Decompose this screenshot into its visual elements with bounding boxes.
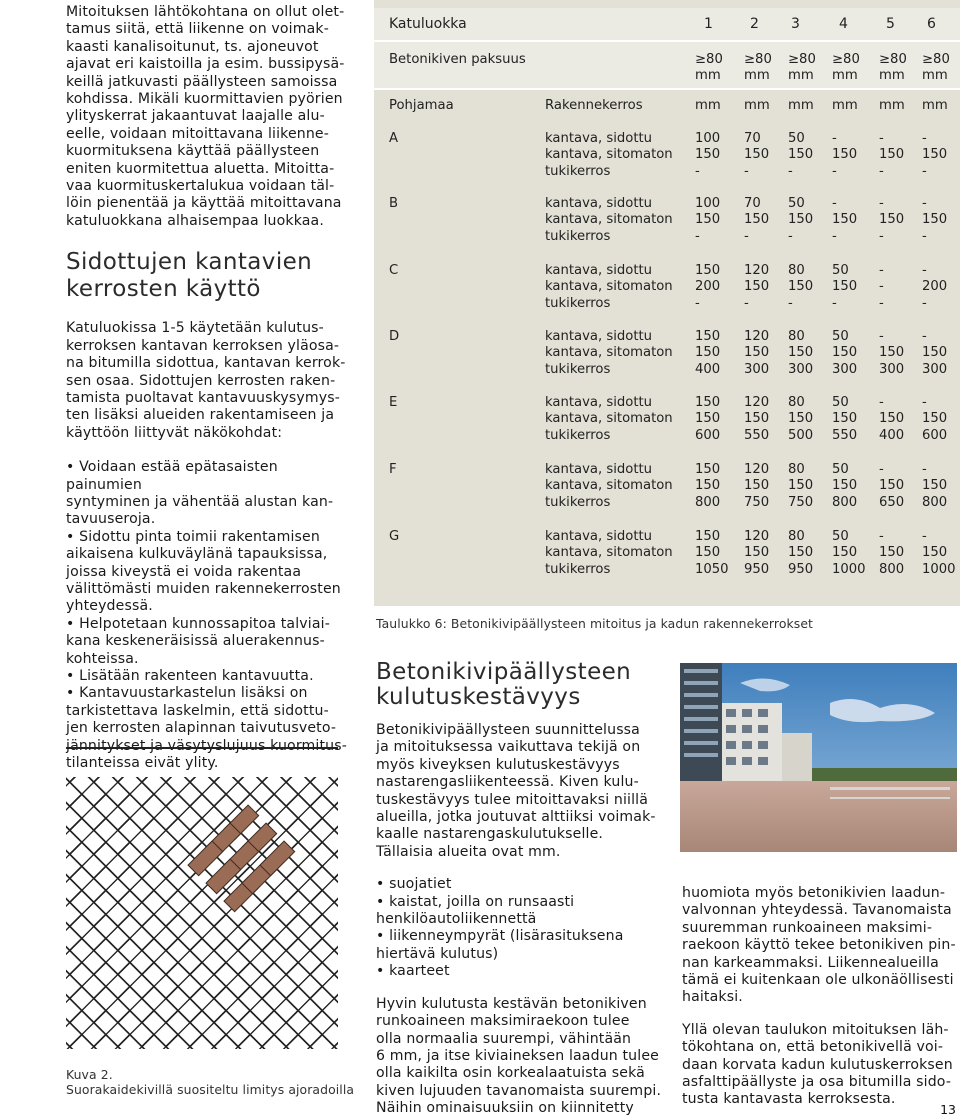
list-item: • kaistat, joilla on runsaasti henkilöautoliikennettä: [376, 894, 676, 929]
table-cell: - 150 650: [879, 462, 905, 510]
table-cell: 50 150 800: [832, 462, 858, 510]
third-text-column: [682, 885, 957, 1109]
layer-names: kantava, sidottu kantava, sitomaton tukikerros: [545, 263, 673, 311]
table-caption: Taulukko 6: Betonikivipäällysteen mitoitus ja kadun rakennekerrokset: [376, 616, 814, 631]
class-header: 1: [704, 16, 713, 32]
unit-cell: mm: [879, 98, 905, 113]
class-header: 6: [927, 16, 936, 32]
list-item: • Helpotetaan kunnossapitoa talviai- kana keskeneräisissä aluerakennus- kohteissa.: [66, 616, 358, 668]
conclusion-paragraph: Yllä olevan taulukon mitoituksen läh- tökohtana on, että betonikivellä voi- daan korvata kadun kulutuskerroksen asfalttipäällyste ja osa bitumilla sido- tusta kantavasta kerroksesta.: [682, 1021, 953, 1108]
page-number: 13: [940, 1102, 956, 1117]
table-cell: - 150 -: [832, 131, 858, 179]
table-cell: 50 150 1000: [832, 529, 866, 577]
thickness-cell: ≥80 mm: [832, 52, 860, 84]
table-cell: - 150 300: [879, 329, 905, 377]
thickness-cell: ≥80 mm: [922, 52, 950, 84]
table-cell: 50 150 -: [788, 196, 814, 244]
class-header: 3: [791, 16, 800, 32]
row-label: C: [389, 263, 399, 278]
table-cell: - 150 300: [922, 329, 948, 377]
table-cell: 80 150 750: [788, 462, 814, 510]
dimensioning-table: [374, 0, 960, 606]
table-cell: - 150 -: [832, 196, 858, 244]
column-header-rakennekerros: Rakennekerros: [545, 98, 643, 113]
table-cell: 80 150 300: [788, 329, 814, 377]
table-cell: 50 150 -: [788, 131, 814, 179]
thickness-cell: ≥80 mm: [744, 52, 772, 84]
list-item: • Lisätään rakenteen kantavuutta.: [66, 668, 358, 685]
intro-paragraph: Mitoituksen lähtökohtana on ollut olet- tamus siitä, että liikenne on voimak- kaasti kanalisoitunut, ts. ajoneuvot ajavat eri kaistoilla ja esim. bussipysä- keillä jatkuvasti päällysteen samoissa kohdissa. Mikäli kuormittavien pyörien ylityskerrat jakaantuvat laajalle alu- eelle, voidaan mitoittavana liikenne- kuormituksena käyttää päällysteen eniten kuormitettua aluetta. Mitoitta- vaa kuormituskertalukua voidaan täl- löin pienentää ja käyttää mitoittavana katuluokkana alhaisempaa luokkaa.: [66, 4, 345, 229]
list-item: • kaarteet: [376, 963, 676, 980]
street-photo: [680, 663, 957, 852]
table-cell: 100 150 -: [695, 196, 721, 244]
table-cell: - 150 -: [879, 196, 905, 244]
table-cell: 150 150 400: [695, 329, 721, 377]
table-cell: - 150 600: [922, 395, 948, 443]
layer-names: kantava, sidottu kantava, sitomaton tukikerros: [545, 462, 673, 510]
table-cell: 120 150 550: [744, 395, 770, 443]
layer-names: kantava, sidottu kantava, sitomaton tukikerros: [545, 196, 673, 244]
row-label: G: [389, 529, 400, 544]
section-heading-sidotut: Sidottujen kantavien kerrosten käyttö: [66, 249, 313, 303]
thickness-cell: ≥80 mm: [788, 52, 816, 84]
row-label: D: [389, 329, 400, 344]
table-cell: - 150 800: [922, 462, 948, 510]
list-item: • suojatiet: [376, 876, 676, 893]
table-cell: - 150 800: [879, 529, 905, 577]
layer-names: kantava, sidottu kantava, sitomaton tukikerros: [545, 529, 673, 577]
table-cell: 80 150 -: [788, 263, 814, 311]
table-cell: - 150 -: [879, 131, 905, 179]
row-label: E: [389, 395, 398, 410]
sidotut-bullet-list: [66, 459, 358, 772]
table-cell: 120 150 300: [744, 329, 770, 377]
table-cell: 150 150 600: [695, 395, 721, 443]
list-item: • Voidaan estää epätasaisten painumien syntyminen ja vähentää alustan kan- tavuuseroja.: [66, 459, 358, 529]
row-label: B: [389, 196, 399, 211]
table-cell: 100 150 -: [695, 131, 721, 179]
list-item: • Kantavuustarkastelun lisäksi on tarkistettava laskelmin, että sidottu- jen kerrosten alapinnan taivutusveto- jännitykset ja väsytyslujuus kuormitus- tilanteissa eivät ylity.: [66, 685, 358, 772]
table-cell: - 150 1000: [922, 529, 956, 577]
row-label: A: [389, 131, 399, 146]
unit-cell: mm: [922, 98, 948, 113]
table-cell: - 200 -: [922, 263, 948, 311]
table-cell: 70 150 -: [744, 196, 770, 244]
table-cell: 120 150 750: [744, 462, 770, 510]
unit-cell: mm: [832, 98, 858, 113]
layer-names: kantava, sidottu kantava, sitomaton tukikerros: [545, 131, 673, 179]
unit-cell: mm: [788, 98, 814, 113]
table-cell: 120 150 -: [744, 263, 770, 311]
row-label: F: [389, 462, 397, 477]
table-cell: - - -: [879, 263, 884, 311]
unit-cell: mm: [695, 98, 721, 113]
figure-top-rule: [66, 747, 338, 749]
table-cell: - 150 400: [879, 395, 905, 443]
section-heading-kulutuskestavyys: Betonikivipäällysteen kulutuskestävyys: [376, 659, 632, 710]
kulutus-text-column: [376, 722, 676, 1118]
herringbone-pattern-drawing: [66, 777, 338, 1049]
table-cell: 150 150 1050: [695, 529, 729, 577]
list-item: • Sidottu pinta toimii rakentamisen aikaisena kulkuväylänä tapauksissa, joissa kiveystä ei voida rakentaa välittömästi muiden rakennekerrosten yhteydessä.: [66, 529, 358, 616]
figure-caption: Kuva 2. Suorakaidekivillä suositeltu limitys ajoradoilla: [66, 1067, 355, 1097]
table-cell: 80 150 950: [788, 529, 814, 577]
table-cell: 150 200 -: [695, 263, 721, 311]
herringbone-pattern-figure: [66, 777, 338, 1049]
sidotut-paragraph: Katuluokissa 1-5 käytetään kulutus- kerroksen kantavan kerroksen yläosa- na bitumilla sidottua, kantavan kerrok- sen osaa. Sidottujen kerrosten raken- tamista puoltavat kantavuuskysymys- ten lisäksi alueiden rakentamiseen ja käyttöön liittyvät näkökohdat:: [66, 320, 346, 441]
thickness-cell: ≥80 mm: [879, 52, 907, 84]
street-photo-image: [680, 663, 957, 852]
layer-names: kantava, sidottu kantava, sitomaton tukikerros: [545, 395, 673, 443]
table-cell: - 150 -: [922, 131, 948, 179]
class-header: 2: [750, 16, 759, 32]
quality-paragraph: huomiota myös betonikivien laadun- valvonnan yhteydessä. Tavanomaista suuremman runkoaineen maksimi- raekoon käyttö tekee betonikiven pin- nan karkeammaksi. Liikennealueilla tämä ei kuitenkaan ole ulkonäöllisesti haitaksi.: [682, 885, 956, 1006]
class-header: 4: [839, 16, 848, 32]
class-header: 5: [886, 16, 895, 32]
table-cell: - 150 -: [922, 196, 948, 244]
thickness-cell: ≥80 mm: [695, 52, 723, 84]
kulutus-bullet-list: [376, 876, 676, 980]
table-cell: 120 150 950: [744, 529, 770, 577]
table-cell: 150 150 800: [695, 462, 721, 510]
table-cell: 80 150 500: [788, 395, 814, 443]
left-column: [66, 4, 358, 772]
kulutus-paragraph-2: Hyvin kulutusta kestävän betonikiven runkoaineen maksimiraekoon tulee olla normaalia suurempi, vähintään 6 mm, ja itse kiviaineksen laadun tulee olla kaikilta osin korkealaatuista sekä kiven lujuuden tavanomaista suurempi. Näihin ominaisuuksiin on kiinnitetty: [376, 995, 662, 1117]
layer-names: kantava, sidottu kantava, sitomaton tukikerros: [545, 329, 673, 377]
kulutus-paragraph: Betonikivipäällysteen suunnittelussa ja mitoituksessa vaikuttava tekijä on myös kiveyksen kulutuskestävyys nastarengasliikenteessä. Kiven kulu- tuskestävyys tulee mitoittavaksi niillä alueilla, jotka joutuvat alttiiksi voimak- kaalle nastarengaskulutukselle. Tällaisia alueita ovat mm.: [376, 722, 656, 860]
header-katuluokka: Katuluokka: [389, 16, 467, 32]
column-header-pohjamaa: Pohjamaa: [389, 98, 454, 113]
unit-cell: mm: [744, 98, 770, 113]
table-cell: 50 150 -: [832, 263, 858, 311]
table-cell: 50 150 300: [832, 329, 858, 377]
table-cell: 70 150 -: [744, 131, 770, 179]
table-cell: 50 150 550: [832, 395, 858, 443]
list-item: • liikenneympyrät (lisärasituksena hiertävä kulutus): [376, 928, 676, 963]
thickness-label: Betonikiven paksuus: [389, 52, 526, 67]
